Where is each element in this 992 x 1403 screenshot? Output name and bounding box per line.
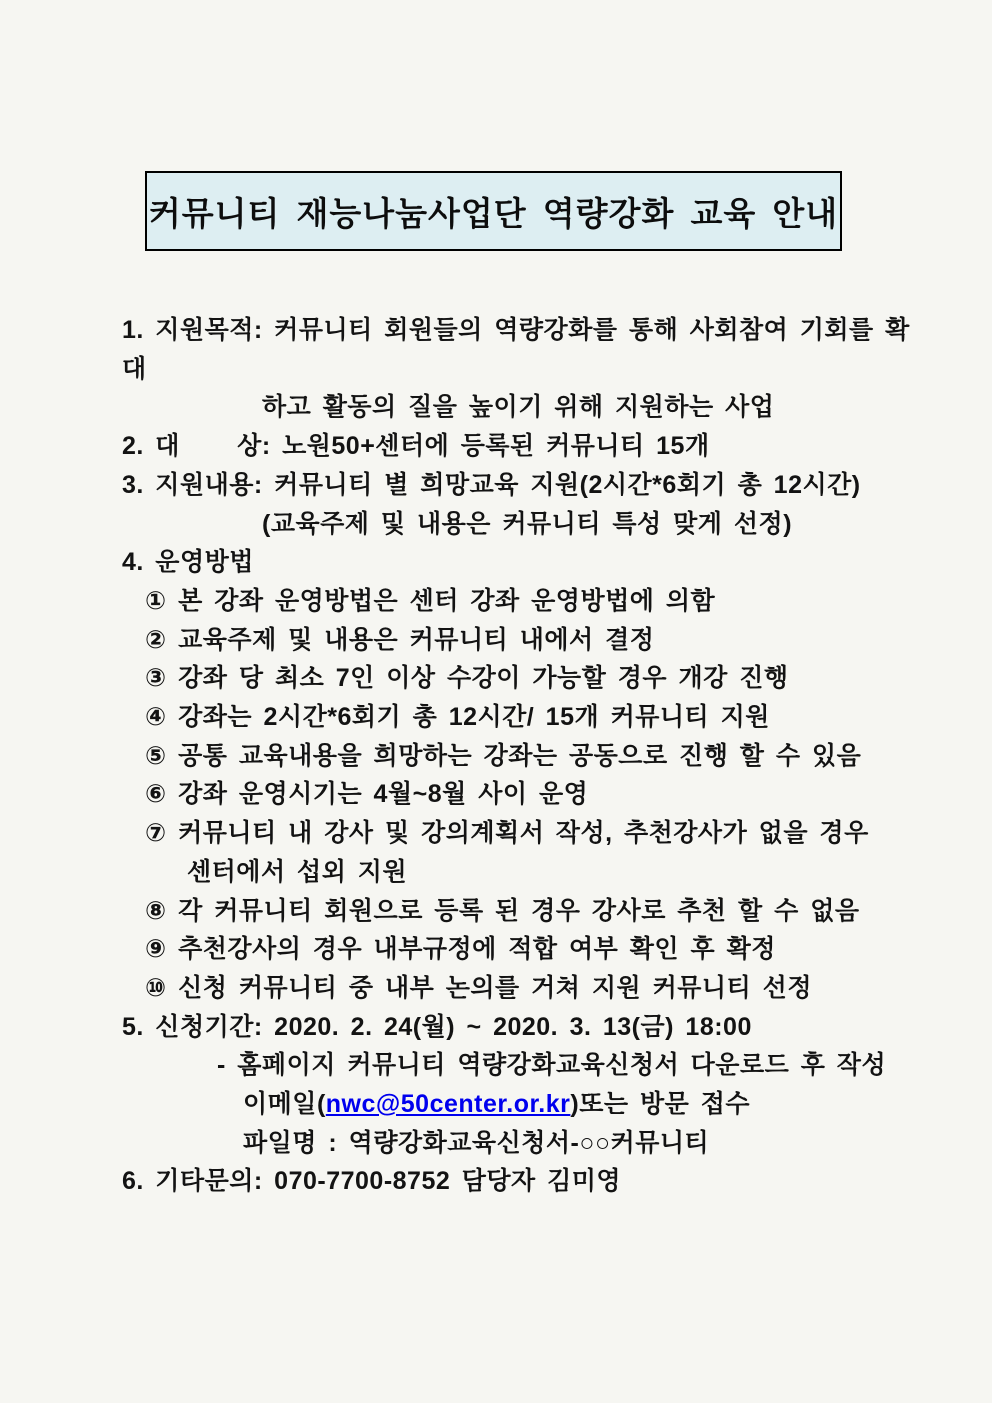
body-line-text: 이메일( <box>243 1090 326 1119</box>
body-line: ⑦ 커뮤니티 내 강사 및 강의계획서 작성, 추천강사가 없을 경우 <box>145 819 869 848</box>
document-body <box>122 311 922 1201</box>
page-title: 커뮤니티 재능나눔사업단 역량강화 교육 안내 <box>148 194 839 232</box>
body-line: 하고 활동의 질을 높이기 위해 지원하는 사업 <box>262 393 775 422</box>
body-line: 2. 대 상: 노원50+센터에 등록된 커뮤니티 15개 <box>122 432 710 461</box>
body-line: ⑨ 추천강사의 경우 내부규정에 적합 여부 확인 후 확정 <box>145 935 776 964</box>
body-line: 4. 운영방법 <box>122 548 254 577</box>
body-line <box>122 1085 922 1124</box>
body-line: 3. 지원내용: 커뮤니티 별 희망교육 지원(2시간*6회기 총 12시간) <box>122 470 861 499</box>
body-line: 6. 기타문의: 070-7700-8752 담당자 김미영 <box>122 1167 622 1196</box>
email-link[interactable]: nwc@50center.or.kr <box>325 1090 571 1119</box>
body-line: 파일명 : 역량강화교육신청서-○○커뮤니티 <box>243 1128 710 1157</box>
body-line: ④ 강좌는 2시간*6회기 총 12시간/ 15개 커뮤니티 지원 <box>145 703 770 732</box>
body-line: ⑤ 공통 교육내용을 희망하는 강좌는 공동으로 진행 할 수 있음 <box>145 741 862 770</box>
body-line: ⑩ 신청 커뮤니티 중 내부 논의를 거쳐 지원 커뮤니티 선정 <box>145 973 812 1002</box>
body-line: (교육주제 및 내용은 커뮤니티 특성 맞게 선정) <box>262 509 793 538</box>
body-line: ③ 강좌 당 최소 7인 이상 수강이 가능할 경우 개강 진행 <box>145 664 789 693</box>
title-box <box>145 171 842 251</box>
body-line: ⑥ 강좌 운영시기는 4월~8월 사이 운영 <box>145 780 589 809</box>
body-line: 5. 신청기간: 2020. 2. 24(월) ~ 2020. 3. 13(금) 18:00 <box>122 1012 752 1041</box>
body-line: 1. 지원목적: 커뮤니티 회원들의 역량강화를 통해 사회참여 기회를 확대 <box>122 316 910 383</box>
body-line: ⑧ 각 커뮤니티 회원으로 등록 된 경우 강사로 추천 할 수 없음 <box>145 896 860 925</box>
body-line: ① 본 강좌 운영방법은 센터 강좌 운영방법에 의함 <box>145 586 716 615</box>
body-line: ② 교육주제 및 내용은 커뮤니티 내에서 결정 <box>145 625 655 654</box>
body-line-text: )또는 방문 접수 <box>570 1090 751 1119</box>
body-line: 센터에서 섭외 지원 <box>187 857 408 886</box>
body-line: - 홈페이지 커뮤니티 역량강화교육신청서 다운로드 후 작성 <box>217 1051 887 1080</box>
